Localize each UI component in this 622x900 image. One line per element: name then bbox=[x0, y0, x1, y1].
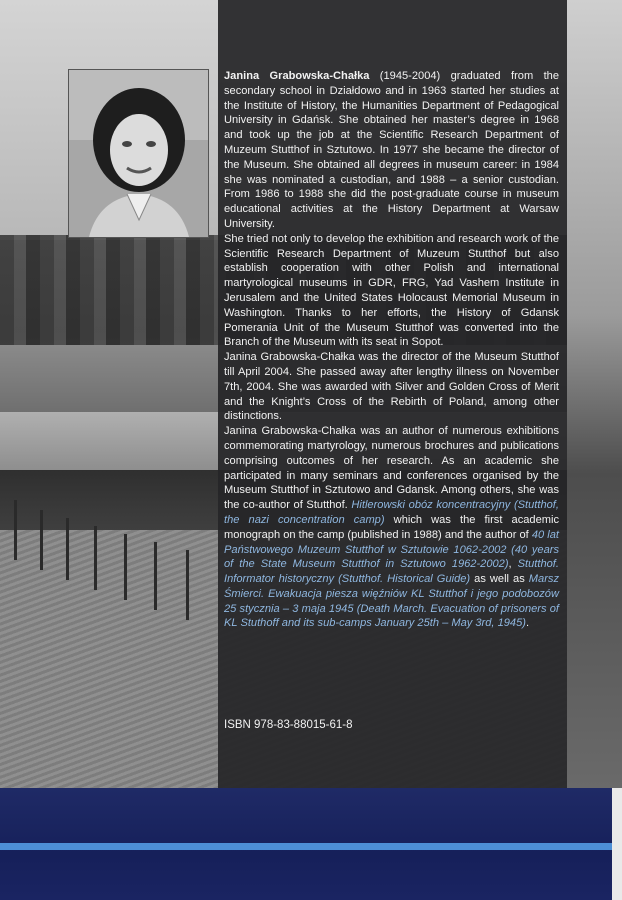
isbn: ISBN 978-83-88015-61-8 bbox=[224, 719, 353, 731]
fence-post bbox=[94, 526, 97, 590]
bio-text: Janina Grabowska-Chałka was an author of numerous exhibitions commemorating martyrology, numerous brochures and publications comprising outcomes of her research. As an academic she participated in many seminars and conferences organised by the Museum Stutthof in Sztutowo and Gdansk. Among others, she was the co-author of Stutthof. bbox=[224, 425, 559, 512]
author-name: Janina Grabowska-Chałka bbox=[224, 70, 370, 82]
bio-paragraph-1-text: (1945-2004) graduated from the secondary school in Działdowo and in 1963 started her studies at the Institute of History, the Humanities Department of Pedagogical University in Gdańsk. She obtained her master’s degree in 1968 and took up the job at the Scientific Research Department of Muzeum Stutthof in Sztutowo. In 1977 she became the director of the Museum. She obtained all degrees in museum career: in 1984 she was nominated a custodian, and 1988 – a senior custodian. From 1986 to 1988 she did the post-graduate course in museum educational activities at the History Department at Warsaw University. bbox=[224, 70, 559, 230]
book-title-40-lat: 40 lat Państwowego Muzeum Stutthof w Sztutowie 1062-2002 (40 years of the State Museum Stutthof in Sztutowo 1962-2002) bbox=[224, 528, 559, 571]
author-portrait bbox=[68, 69, 209, 238]
book-title-hitlerowski: Hitlerowski obóz koncentracyjny (Stutthof, the nazi concentration camp) bbox=[224, 499, 559, 526]
bio-paragraph-4 bbox=[224, 424, 559, 631]
book-title-marsz-smierci: Marsz Śmierci. Ewakuacja piesza więźniów KL Stutthof i jego podobozów 25 stycznia – 3 maja 1945 (Death March. Evacuation of prisoners of KL Stuthoff and its sub-camps January 25th – May 3rd, 1945) bbox=[224, 573, 559, 630]
background-photo-right bbox=[567, 0, 622, 790]
fence-post bbox=[186, 550, 189, 620]
bottom-stripe bbox=[0, 843, 622, 850]
biography-text bbox=[224, 69, 559, 631]
bio-paragraph-1 bbox=[224, 69, 559, 232]
page-edge bbox=[612, 788, 622, 900]
bio-text: as well as bbox=[470, 573, 529, 586]
fence-post bbox=[40, 510, 43, 570]
fence-post bbox=[14, 500, 17, 560]
bio-text: . bbox=[525, 617, 530, 630]
bio-paragraph-2: She tried not only to develop the exhibition and research work of the Scientific Research Department of Muzeum Stutthof but also establish cooperation with other Polish and international martyrological museums in GDR, FRG, Yad Vashem Institute in Jerusalem and the United States Holocaust Memorial Museum in Washington. Thanks to her efforts, the History of Gdansk Pomerania Unit of the Museum Stutthof was converted into the Branch of the Museum with its seat in Sopot. bbox=[224, 232, 559, 349]
book-title-informator: Stutthof. Informator historyczny (Stutthof. Historical Guide) bbox=[224, 558, 559, 586]
bio-paragraph-3: Janina Grabowska-Chałka was the director of the Museum Stutthof till April 2004. She passed away after lengthy illness on November 7th, 2004. She was awarded with Silver and Golden Cross of Merit and the Knight’s Cross of the Rebirth of Poland, among other distinctions. bbox=[224, 351, 559, 423]
bio-text: which was the first academic monograph on the camp (published in 1988) and the author of bbox=[224, 513, 560, 541]
fence-post bbox=[154, 542, 157, 610]
fence-post bbox=[66, 518, 69, 580]
bio-text: , bbox=[508, 558, 518, 571]
fence-post bbox=[124, 534, 127, 600]
